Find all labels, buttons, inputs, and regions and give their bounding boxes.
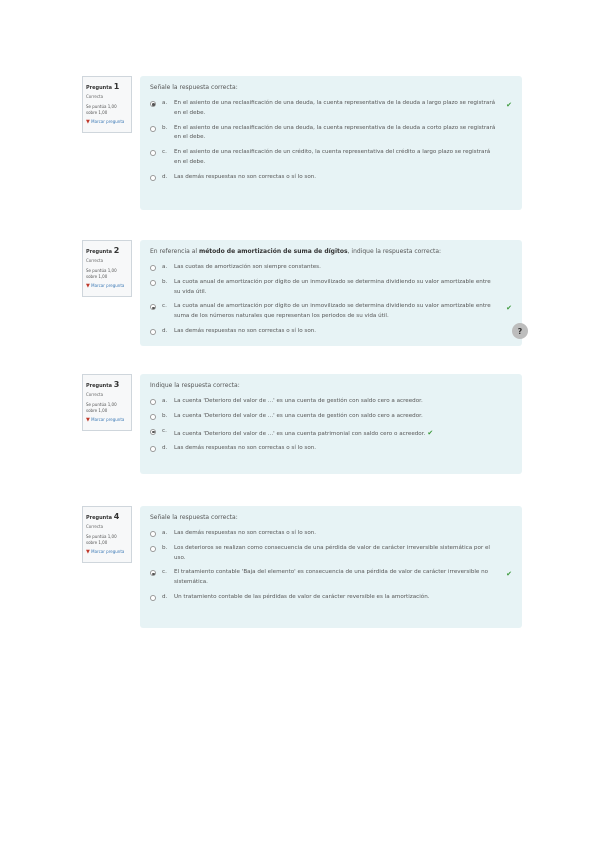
question-info [82, 374, 132, 431]
correct-check-icon: ✔ [427, 428, 434, 437]
radio-button[interactable] [150, 570, 156, 576]
radio-button[interactable] [150, 531, 156, 537]
radio-button[interactable] [150, 329, 156, 335]
radio-button[interactable] [150, 304, 156, 310]
correct-check-icon: ✔ [506, 101, 512, 109]
question-content [140, 76, 522, 210]
question-content [140, 374, 522, 474]
radio-button[interactable] [150, 101, 156, 107]
flag-icon: ▼ [86, 119, 90, 125]
question-grade: Se puntúa 1,00 sobre 1,00 [86, 104, 117, 115]
answer-option-d[interactable]: d. Las demás respuestas no son correctas o sí lo son. [150, 327, 512, 337]
flag-icon: ▼ [86, 417, 90, 423]
correct-check-icon: ✔ [506, 570, 512, 579]
radio-button[interactable] [150, 546, 156, 552]
question-state: Correcta [86, 258, 104, 263]
question-content [140, 240, 522, 346]
flag-question-link[interactable]: ▼ Marcar pregunta [86, 283, 125, 289]
radio-button[interactable] [150, 265, 156, 271]
question-grade: Se puntúa 1,00 sobre 1,00 [86, 402, 117, 413]
question-info [82, 240, 132, 297]
radio-button[interactable] [150, 595, 156, 601]
answer-option-b[interactable]: b. La cuenta 'Deterioro del valor de ...' es una cuenta de gestión con saldo cero a acreedor. [150, 412, 512, 422]
question-content [140, 506, 522, 628]
flag-icon: ▼ [86, 549, 90, 555]
radio-button[interactable] [150, 429, 156, 435]
flag-question-link[interactable]: ▼ Marcar pregunta [86, 549, 125, 555]
help-button[interactable]: ? [512, 323, 528, 339]
radio-button[interactable] [150, 414, 156, 420]
question-number: Pregunta 4 [86, 512, 120, 521]
radio-button[interactable] [150, 280, 156, 286]
radio-button[interactable] [150, 150, 156, 156]
question-state: Correcta [86, 392, 104, 397]
question-state: Correcta [86, 524, 104, 529]
answer-option-a[interactable]: a. Las cuotas de amortización son siempre constantes. [150, 263, 512, 273]
flag-question-link[interactable]: ▼ Marcar pregunta [86, 119, 125, 125]
question-number: Pregunta 1 [86, 82, 120, 91]
answer-option-b[interactable]: b. En el asiento de una reclasificación de una deuda, la cuenta representativa de la deuda a corto plazo se registrará en el debe. [150, 124, 512, 144]
answer-option-c[interactable]: c. El tratamiento contable 'Baja del elemento' es consecuencia de una pérdida de valor de carácter irreversible no sistemática. ✔ [150, 568, 512, 588]
correct-check-icon: ✔ [506, 304, 512, 313]
question-info [82, 76, 132, 133]
question-state: Correcta [86, 94, 104, 99]
question-prompt: Indique la respuesta correcta: [150, 382, 240, 389]
radio-button[interactable] [150, 126, 156, 132]
answer-option-b[interactable]: b. Los deterioros se realizan como consecuencia de una pérdida de valor de carácter irreversible sistemática por el uso. [150, 544, 512, 564]
answer-option-c[interactable]: c. La cuota anual de amortización por dígito de un inmovilizado se determina dividiendo su valor amortizable entre suma de los números naturales que representan los periodos de su vida útil. ✔ [150, 302, 512, 322]
answer-option-b[interactable]: b. La cuota anual de amortización por dígito de un inmovilizado se determina dividiendo su valor amortizable entre su vida útil. [150, 278, 512, 298]
radio-button[interactable] [150, 446, 156, 452]
flag-question-link[interactable]: ▼ Marcar pregunta [86, 417, 125, 423]
question-prompt: Señale la respuesta correcta: [150, 84, 238, 91]
answer-option-c[interactable]: c. En el asiento de una reclasificación de un crédito, la cuenta representativa del crédito a largo plazo se registrará en el debe. [150, 148, 512, 168]
question-prompt: Señale la respuesta correcta: [150, 514, 238, 521]
radio-button[interactable] [150, 399, 156, 405]
question-grade: Se puntúa 1,00 sobre 1,00 [86, 268, 117, 279]
question-info [82, 506, 132, 563]
answer-option-a[interactable]: a. En el asiento de una reclasificación de una deuda, la cuenta representativa de la deuda a largo plazo se registrará en el debe. ✔ [150, 99, 512, 119]
question-number: Pregunta 3 [86, 380, 120, 389]
answer-option-a[interactable]: a. La cuenta 'Deterioro del valor de ...' es una cuenta de gestión con saldo cero a acreedor. [150, 397, 512, 407]
radio-button[interactable] [150, 175, 156, 181]
question-grade: Se puntúa 1,00 sobre 1,00 [86, 534, 117, 545]
answer-option-d[interactable]: d. Un tratamiento contable de las pérdidas de valor de carácter reversible es la amortización. [150, 593, 512, 603]
question-number: Pregunta 2 [86, 246, 120, 255]
flag-icon: ▼ [86, 283, 90, 289]
answer-option-a[interactable]: a. Las demás respuestas no son correctas o sí lo son. [150, 529, 512, 539]
answer-option-c[interactable]: c. La cuenta 'Deterioro del valor de ...' es una cuenta patrimonial con saldo cero o acreedor. ✔ [150, 427, 512, 440]
answer-option-d[interactable]: d. Las demás respuestas no son correctas o sí lo son. [150, 173, 512, 183]
answer-option-d[interactable]: d. Las demás respuestas no son correctas o sí lo son. [150, 444, 512, 454]
question-prompt: En referencia al método de amortización de suma de dígitos, indique la respuesta correcta: [150, 248, 442, 255]
